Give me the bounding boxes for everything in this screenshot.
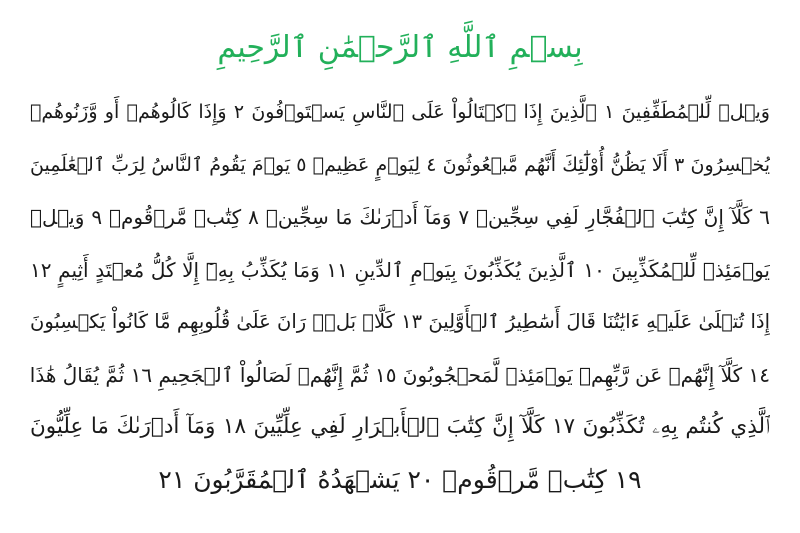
verse-line: ٱلَّذِي كُنتُم بِهِۦ تُكَذِّبُونَ ١٧ كَلَّآ إِنَّ كِتَٰبَ ٱلۡأَبۡرَارِ لَفِي عِلِّيِّينَ ١٨ وَمَآ أَدۡرَىٰكَ مَا عِلِّيُّونَ — [30, 414, 770, 439]
verse-line: إِذَا تُتۡلَىٰ عَلَيۡهِ ءَايَٰتُنَا قَالَ أَسَٰطِيرُ ٱلۡأَوَّلِينَ ١٣ كَلَّاۖ بَلۡۜ رَانَ عَلَىٰ قُلُوبِهِم مَّا كَانُواْ يَكۡسِبُونَ — [30, 310, 770, 333]
verse-line-last: ١٩ كِتَٰبٞ مَّرۡقُومٞ ٢٠ يَشۡهَدُهُ ٱلۡمُقَرَّبُونَ ٢١ — [158, 464, 642, 494]
verse-line: ١٤ كَلَّآ إِنَّهُمۡ عَن رَّبِّهِمۡ يَوۡمَئِذٖ لَّمَحۡجُوبُونَ ١٥ ثُمَّ إِنَّهُمۡ لَصَالُواْ ٱلۡجَحِيمِ ١٦ ثُمَّ يُقَالُ هَٰذَا — [30, 362, 770, 387]
verse-block — [30, 86, 770, 506]
verse-line: يَوۡمَئِذٖ لِّلۡمُكَذِّبِينَ ١٠ ٱلَّذِينَ يُكَذِّبُونَ بِيَوۡمِ ٱلدِّينِ ١١ وَمَا يُكَذِّبُ بِهِۦٓ إِلَّا كُلُّ مُعۡتَدٍ أَثِيمٍ ١٢ — [30, 257, 770, 282]
verse-line: ٦ كَلَّآ إِنَّ كِتَٰبَ ٱلۡفُجَّارِ لَفِي سِجِّينٖ ٧ وَمَآ أَدۡرَىٰكَ مَا سِجِّينٞ ٨ كِتَٰبٞ مَّرۡقُومٞ ٩ وَيۡلٞ — [30, 205, 770, 229]
verse-line: وَيۡلٞ لِّلۡمُطَفِّفِينَ ١ ٱلَّذِينَ إِذَا ٱكۡتَالُواْ عَلَى ٱلنَّاسِ يَسۡتَوۡفُونَ ٢ وَإِذَا كَالُوهُمۡ أَو وَّزَنُوهُمۡ — [30, 101, 770, 123]
verse-line: يُخۡسِرُونَ ٣ أَلَا يَظُنُّ أُوْلَٰٓئِكَ أَنَّهُم مَّبۡعُوثُونَ ٤ لِيَوۡمٍ عَظِيمٖ ٥ يَوۡمَ يَقُومُ ٱلنَّاسُ لِرَبِّ ٱلۡعَٰلَمِينَ — [30, 153, 770, 176]
basmala-heading: بِسۡمِ ٱللَّهِ ٱلرَّحۡمَٰنِ ٱلرَّحِيمِ — [217, 30, 583, 65]
